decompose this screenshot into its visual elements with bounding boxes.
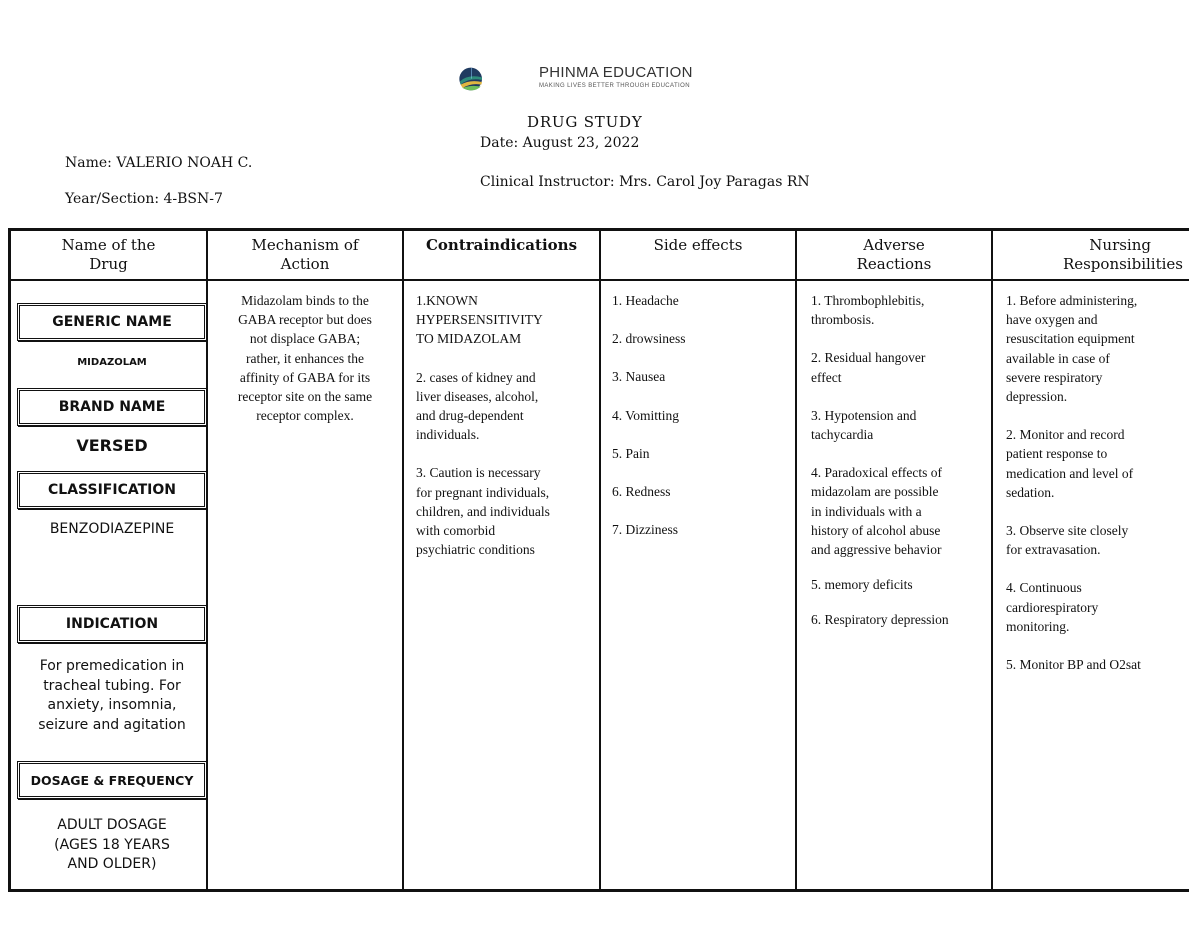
col-header-contraindications: Contraindications: [425, 236, 578, 254]
drug-study-table: [8, 228, 1189, 892]
list-item: 2. Residual hangover effect: [811, 350, 926, 385]
col-header-side-effects: Side effects: [653, 236, 743, 254]
column-divider: [795, 231, 797, 889]
col-header-nursing: Nursing Responsibilities: [1062, 236, 1183, 273]
dosage-frequency-label: DOSAGE & FREQUENCY: [17, 761, 207, 799]
column-divider: [599, 231, 601, 889]
col-header-mechanism: Mechanism of Action: [251, 236, 359, 273]
list-item: 4. Vomitting: [612, 407, 680, 423]
list-item: 1.KNOWN HYPERSENSITIVITY TO MIDAZOLAM: [416, 293, 543, 347]
list-item: 2. drowsiness: [612, 331, 686, 347]
list-item: 3. Hypotension and tachycardia: [811, 407, 917, 443]
nursing-responsibilities-list: [1006, 291, 1188, 693]
column-divider: [991, 231, 993, 889]
list-item: 5. Pain: [612, 445, 650, 461]
list-item: 3. Nausea: [612, 369, 666, 385]
brand-name-label: BRAND NAME: [17, 388, 207, 426]
list-item: 6. Redness: [612, 484, 671, 500]
list-item: 6. Respiratory depression: [811, 612, 949, 628]
generic-name-value: MIDAZOLAM: [77, 357, 147, 368]
mechanism-text: Midazolam binds to the GABA receptor but does not displace GABA; rather, it enhances the affinity of GABA for its receptor site on the same receptor complex.: [237, 293, 373, 424]
clinical-instructor: Clinical Instructor: Mrs. Carol Joy Paragas RN: [480, 174, 810, 190]
list-item: 1. Thrombophlebitis, thrombosis.: [811, 293, 925, 328]
generic-name-label: GENERIC NAME: [17, 303, 207, 341]
year-section: Year/Section: 4-BSN-7: [65, 191, 223, 207]
list-item: 7. Dizziness: [612, 522, 678, 538]
list-item: 3. Observe site closely for extravasation.: [1006, 523, 1129, 558]
list-item: 5. memory deficits: [811, 577, 913, 593]
list-item: 2. cases of kidney and liver diseases, alcohol, and drug-dependent individuals.: [416, 369, 539, 443]
list-item: 1. Headache: [612, 293, 679, 308]
list-item: 4. Continuous cardiorespiratory monitoring.: [1006, 580, 1099, 634]
indication-value: For premedication in tracheal tubing. For anxiety, insomnia, seizure and agitation: [38, 658, 186, 733]
brand-tagline: MAKING LIVES BETTER THROUGH EDUCATION: [539, 83, 690, 89]
contraindications-list: [416, 291, 596, 578]
adverse-reactions-list: [811, 291, 991, 649]
page-title: DRUG STUDY: [527, 113, 643, 131]
classification-label: CLASSIFICATION: [17, 471, 207, 509]
student-name: Name: VALERIO NOAH C.: [65, 155, 253, 171]
phinma-logo: [458, 44, 538, 114]
list-item: 3. Caution is necessary for pregnant individuals, children, and individuals with comorbid psychiatric conditions: [416, 465, 550, 558]
side-effects-list: [612, 291, 792, 558]
classification-value: BENZODIAZEPINE: [49, 521, 175, 537]
brand-name-value: VERSED: [76, 436, 148, 455]
list-item: 2. Monitor and record patient response to medication and level of sedation.: [1006, 427, 1134, 500]
list-item: 5. Monitor BP and O2sat: [1006, 657, 1141, 673]
study-date: Date: August 23, 2022: [480, 135, 640, 151]
list-item: 1. Before administering, have oxygen and resuscitation equipment available in case of severe respiratory depression.: [1006, 293, 1138, 405]
dosage-value: ADULT DOSAGE (AGES 18 YEARS AND OLDER): [54, 817, 170, 872]
col-header-adverse: Adverse Reactions: [856, 236, 932, 273]
brand-name: PHINMA EDUCATION: [539, 64, 693, 81]
column-divider: [402, 231, 404, 889]
list-item: 4. Paradoxical effects of midazolam are possible in individuals with a history of alcohol abuse and aggressive behavior: [811, 465, 942, 558]
col-header-drug: Name of the Drug: [61, 236, 156, 273]
indication-label: INDICATION: [17, 605, 207, 643]
